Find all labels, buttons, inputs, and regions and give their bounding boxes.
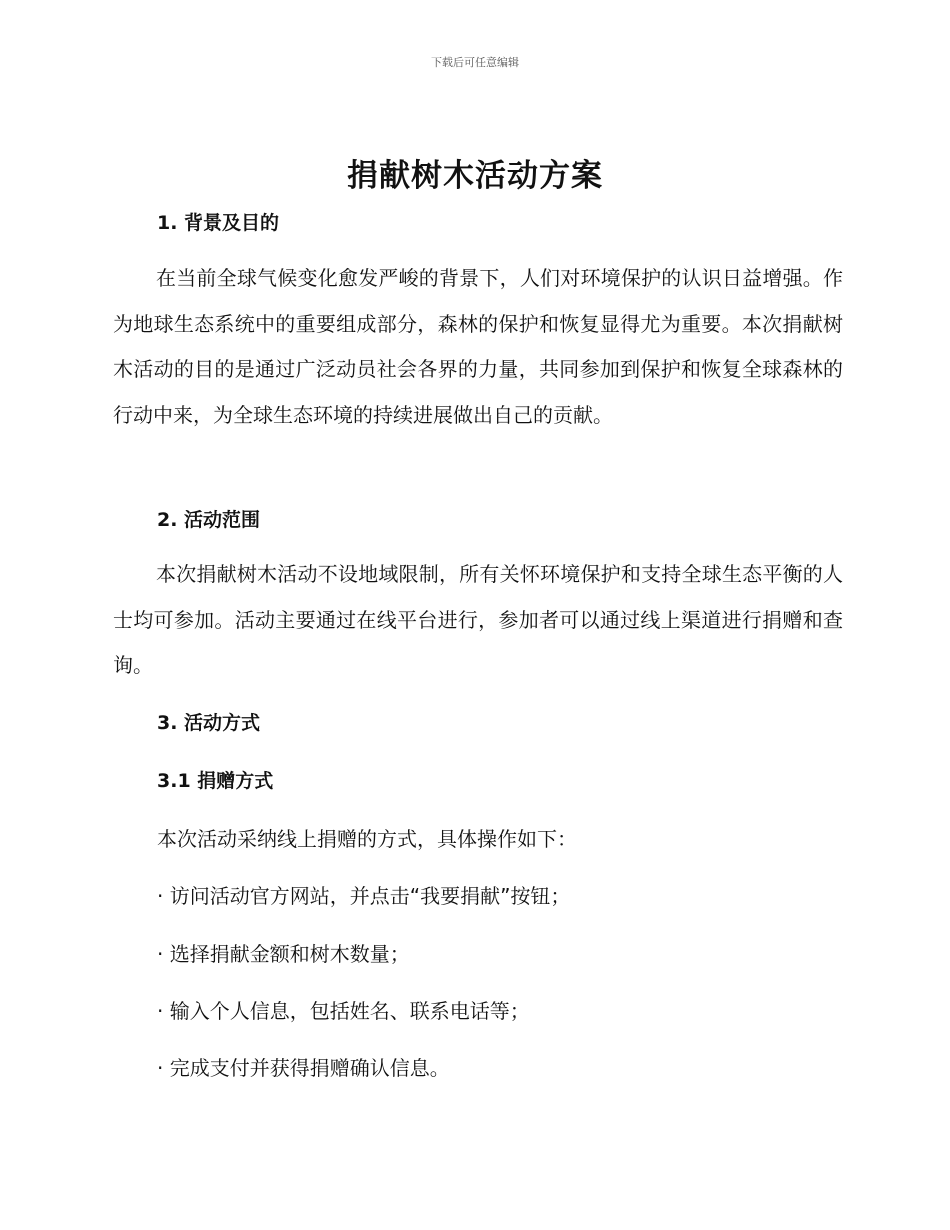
donation-intro: 本次活动采纳线上捐赠的方式，具体操作如下：: [157, 827, 577, 851]
section-heading-scope: 2. 活动范围: [157, 509, 261, 531]
list-item: · 完成支付并获得捐赠确认信息。: [157, 1056, 450, 1080]
document-title: 捐献树木活动方案: [347, 158, 603, 194]
header-note: 下载后可任意编辑: [431, 56, 519, 69]
section-heading-donation: 3.1 捐赠方式: [157, 770, 274, 792]
section-heading-method: 3. 活动方式: [157, 712, 261, 734]
list-item: · 访问活动官方网站，并点击“我要捐献”按钮；: [157, 884, 571, 908]
paragraph-background: 在当前全球气候变化愈发严峻的背景下，人们对环境保护的认识日益增强。作为地球生态系统中的重要组成部分，森林的保护和恢复显得尤为重要。本次捐献树木活动的目的是通过广泛动员社会各界的力量，共同参加到保护和恢复全球森林的行动中来，为全球生态环境的持续进展做出自己的贡献。: [113, 266, 843, 427]
section-heading-background: 1. 背景及目的: [157, 212, 280, 234]
list-item: · 输入个人信息，包括姓名、联系电话等；: [157, 999, 530, 1023]
paragraph-scope: 本次捐献树木活动不设地域限制，所有关怀环境保护和支持全球生态平衡的人士均可参加。活动主要通过在线平台进行，参加者可以通过线上渠道进行捐赠和查询。: [113, 562, 843, 677]
list-item: · 选择捐献金额和树木数量；: [157, 942, 410, 966]
